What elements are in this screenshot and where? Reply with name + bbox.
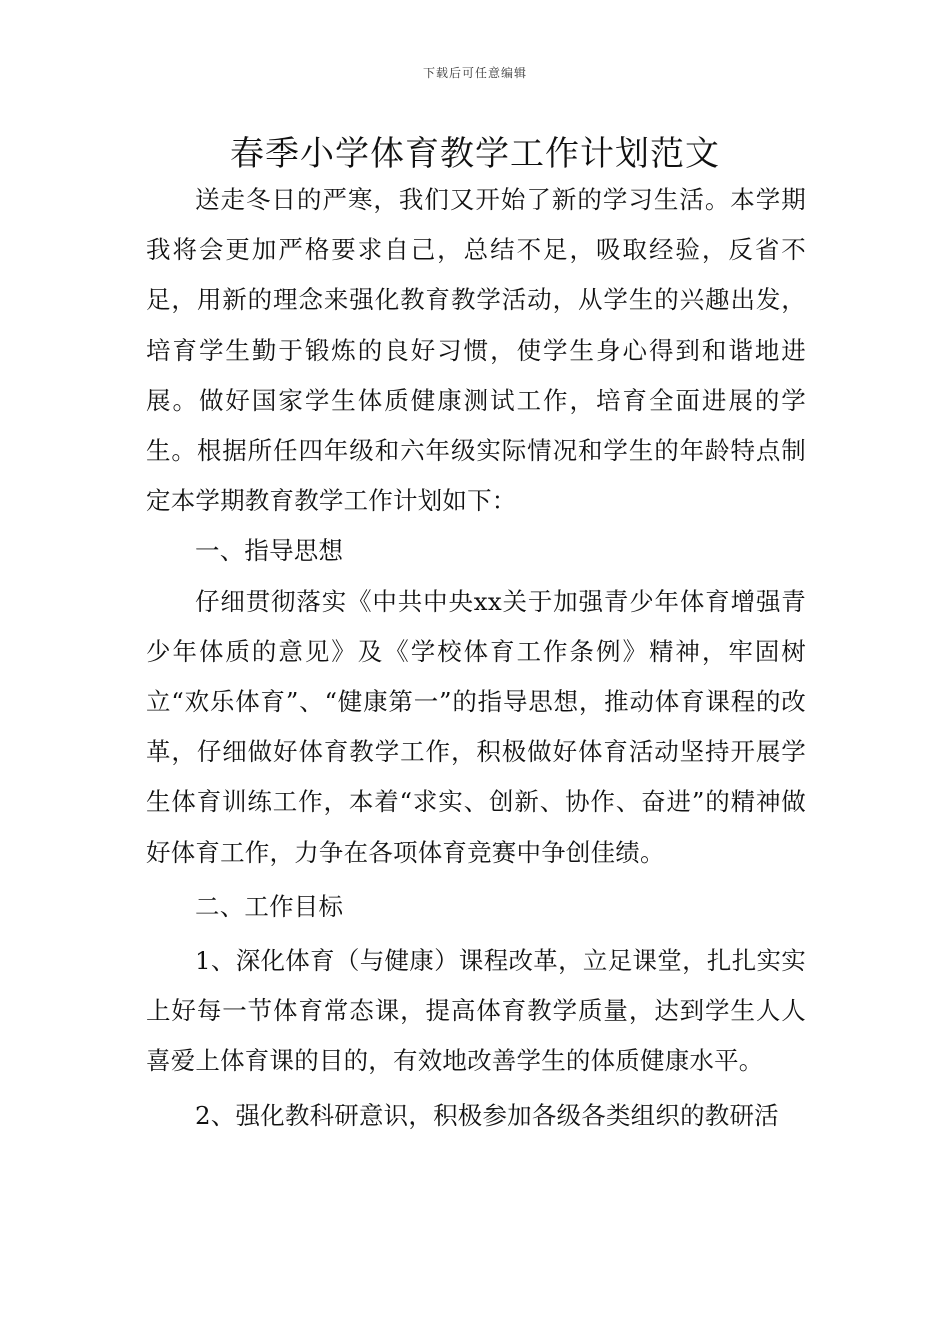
document-title: 春季小学体育教学工作计划范文 — [230, 134, 720, 174]
section-heading-guiding-thought: 一、指导思想 — [195, 536, 344, 566]
paragraph-goal-2: 2、强化教科研意识，积极参加各级各类组织的教研活 — [195, 1100, 779, 1130]
paragraph-goal-1: 1、深化体育（与健康）课程改革，立足课堂，扎扎实实上好每一节体育常态课，提高体育教学质量，达到学生人人喜爱上体育课的目的，有效地改善学生的体质健康水平。 — [146, 946, 806, 1076]
document-body — [146, 175, 806, 1141]
section-heading-work-goals: 二、工作目标 — [195, 891, 344, 921]
paragraph-guiding-thought: 仔细贯彻落实《中共中央xx关于加强青少年体育增强青少年体质的意见》及《学校体育工作条例》精神，牢固树立“欢乐体育”、“健康第一”的指导思想，推动体育课程的改革，仔细做好体育教学工作，积极做好体育活动坚持开展学生体育训练工作，本着“求实、创新、协作、奋进”的精神做好体育工作，力争在各项体育竞赛中争创佳绩。 — [146, 586, 806, 867]
header-note: 下载后可任意编辑 — [422, 66, 527, 80]
paragraph-intro: 送走冬日的严寒，我们又开始了新的学习生活。本学期我将会更加严格要求自己，总结不足，吸取经验，反省不足，用新的理念来强化教育教学活动，从学生的兴趣出发，培育学生勤于锻炼的良好习惯，使学生身心得到和谐地进展。做好国家学生体质健康测试工作，培育全面进展的学生。根据所任四年级和六年级实际情况和学生的年龄特点制定本学期教育教学工作计划如下： — [146, 185, 806, 516]
